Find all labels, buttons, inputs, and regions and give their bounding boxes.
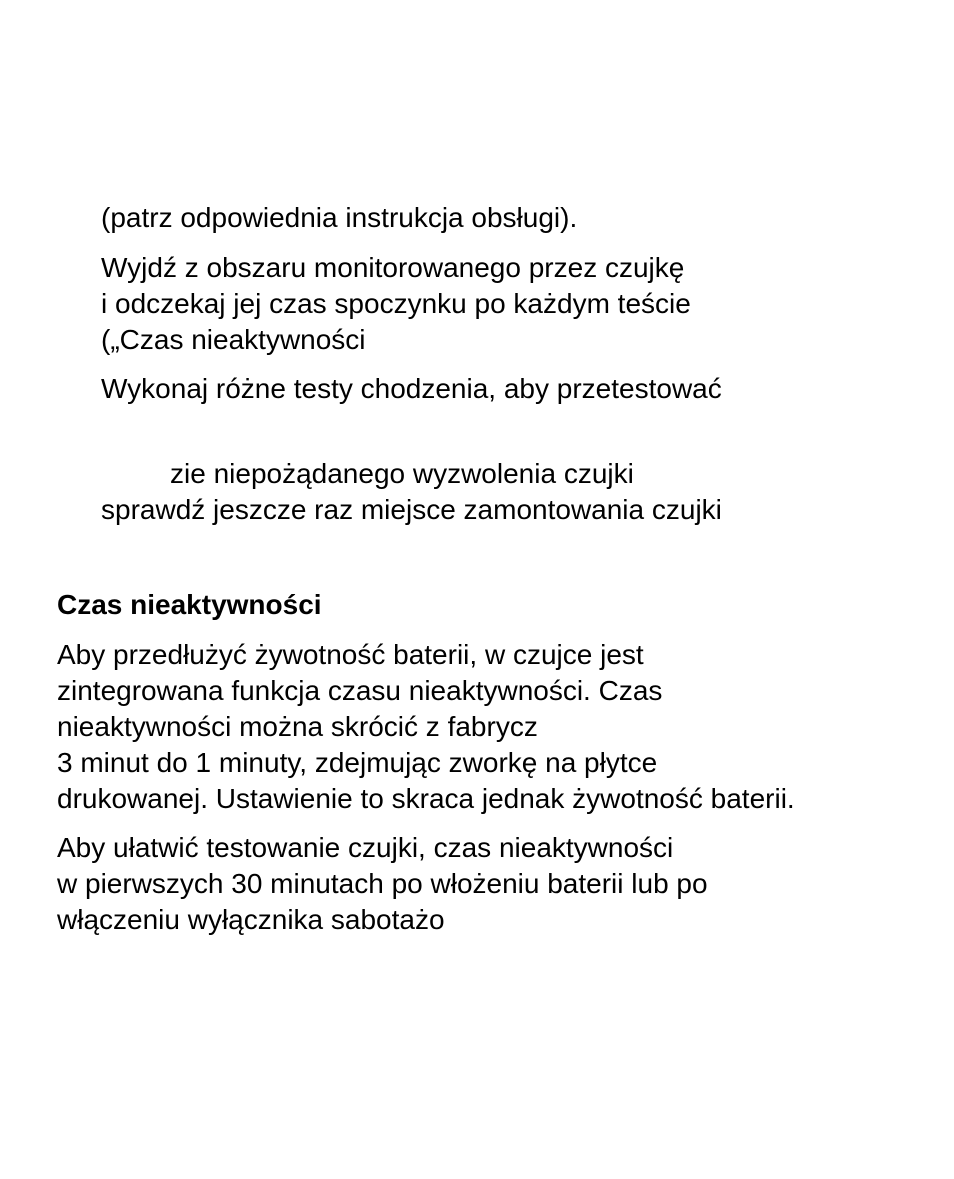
step-1-line-1: (patrz odpowiednia instrukcja obsługi). xyxy=(101,202,578,233)
step-2-line-2: i odczekaj jej czas spoczynku po każdym teście xyxy=(101,288,691,319)
paragraph-1-line-3: nieaktywności można skrócić z fabrycz xyxy=(57,711,538,742)
step-4-line-1: zie niepożądanego wyzwolenia czujki xyxy=(170,458,634,489)
step-2-line-3: („Czas nieaktywności xyxy=(101,324,366,355)
paragraph-2-line-2: w pierwszych 30 minutach po włożeniu baterii lub po xyxy=(57,868,708,899)
paragraph-2-line-3: włączeniu wyłącznika sabotażo xyxy=(57,904,445,935)
paragraph-1-line-2: zintegrowana funkcja czasu nieaktywności. Czas xyxy=(57,675,663,706)
section-heading: Czas nieaktywności xyxy=(57,589,322,620)
paragraph-2-line-1: Aby ułatwić testowanie czujki, czas nieaktywności xyxy=(57,832,674,863)
step-2-line-1: Wyjdź z obszaru monitorowanego przez czujkę xyxy=(101,252,685,283)
paragraph-1-line-5: drukowanej. Ustawienie to skraca jednak żywotność baterii. xyxy=(57,783,795,814)
paragraph-1-line-1: Aby przedłużyć żywotność baterii, w czujce jest xyxy=(57,639,644,670)
step-4-line-2: sprawdź jeszcze raz miejsce zamontowania czujki xyxy=(101,494,722,525)
step-3-line-1: Wykonaj różne testy chodzenia, aby przetestować xyxy=(101,373,722,404)
paragraph-1-line-4: 3 minut do 1 minuty, zdejmując zworkę na płytce xyxy=(57,747,658,778)
